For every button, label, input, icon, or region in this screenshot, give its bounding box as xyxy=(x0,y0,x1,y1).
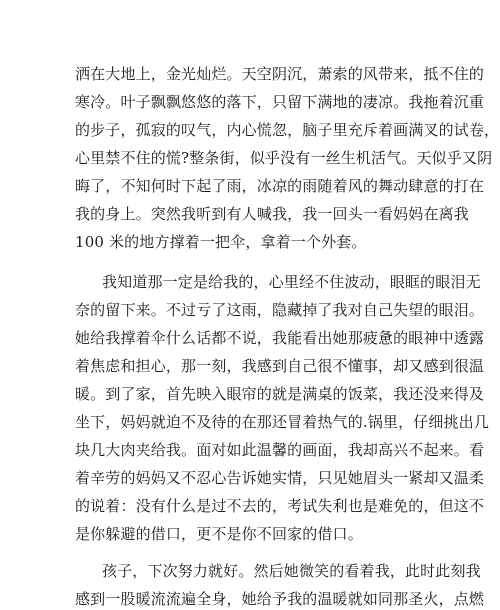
text-line: 我的身上。突然我听到有人喊我，我一回头一看妈妈在离我 xyxy=(75,205,469,223)
text-line: 感到一股暖流流遍全身，她给予我的温暖就如同那圣火，点燃 xyxy=(75,590,485,608)
text-line: 是你躲避的借口，更不是你不回家的借口。 xyxy=(75,525,363,543)
text-line: 着辛劳的妈妈又不忍心告诉她实情，只见她眉头一紧却又温柔 xyxy=(75,469,485,487)
text-line: 着焦虑和担心，那一刻，我感到自己很不懂事，却又感到很温 xyxy=(75,357,485,375)
text-line: 100 米的地方撑着一把伞，拿着一个外套。 xyxy=(75,233,367,251)
text-line: 洒在大地上，金光灿烂。天空阴沉，萧索的风带来，抵不住的 xyxy=(75,65,485,83)
text-line: 的说着：没有什么是过不去的，考试失利也是难免的，但这不 xyxy=(75,497,485,515)
text-line: 我知道那一定是给我的，心里经不住波动，眼眶的眼泪无 xyxy=(102,273,481,291)
text-line: 的步子，孤寂的叹气，内心慌忽，脑子里充斥着画满叉的试卷， xyxy=(75,121,500,139)
text-line: 暖。到了家，首先映入眼帘的就是满桌的饭菜，我还没来得及 xyxy=(75,385,485,403)
text-line: 心里禁不住的慌?整条街，似乎没有一丝生机活气。天似乎又阴 xyxy=(75,149,493,167)
text-line: 寒冷。叶子飘飘悠悠的落下，只留下满地的凄凉。我拖着沉重 xyxy=(75,93,485,111)
text-line: 晦了，不知何时下起了雨，冰凉的雨随着风的舞动肆意的打在 xyxy=(75,177,485,195)
text-line: 她给我撑着伞什么话都不说，我能看出她那疲惫的眼神中透露 xyxy=(75,329,485,347)
text-line: 坐下，妈妈就迫不及待的在那还冒着热气的.锅里，仔细挑出几 xyxy=(75,413,489,431)
text-line: 块几大肉夹给我。面对如此温馨的画面，我却高兴不起来。看 xyxy=(75,441,485,459)
text-line: 孩子，下次努力就好。然后她微笑的看着我，此时此刻我 xyxy=(102,562,481,580)
text-line: 奈的留下来。不过亏了这雨，隐藏掉了我对自己失望的眼泪。 xyxy=(75,301,485,319)
